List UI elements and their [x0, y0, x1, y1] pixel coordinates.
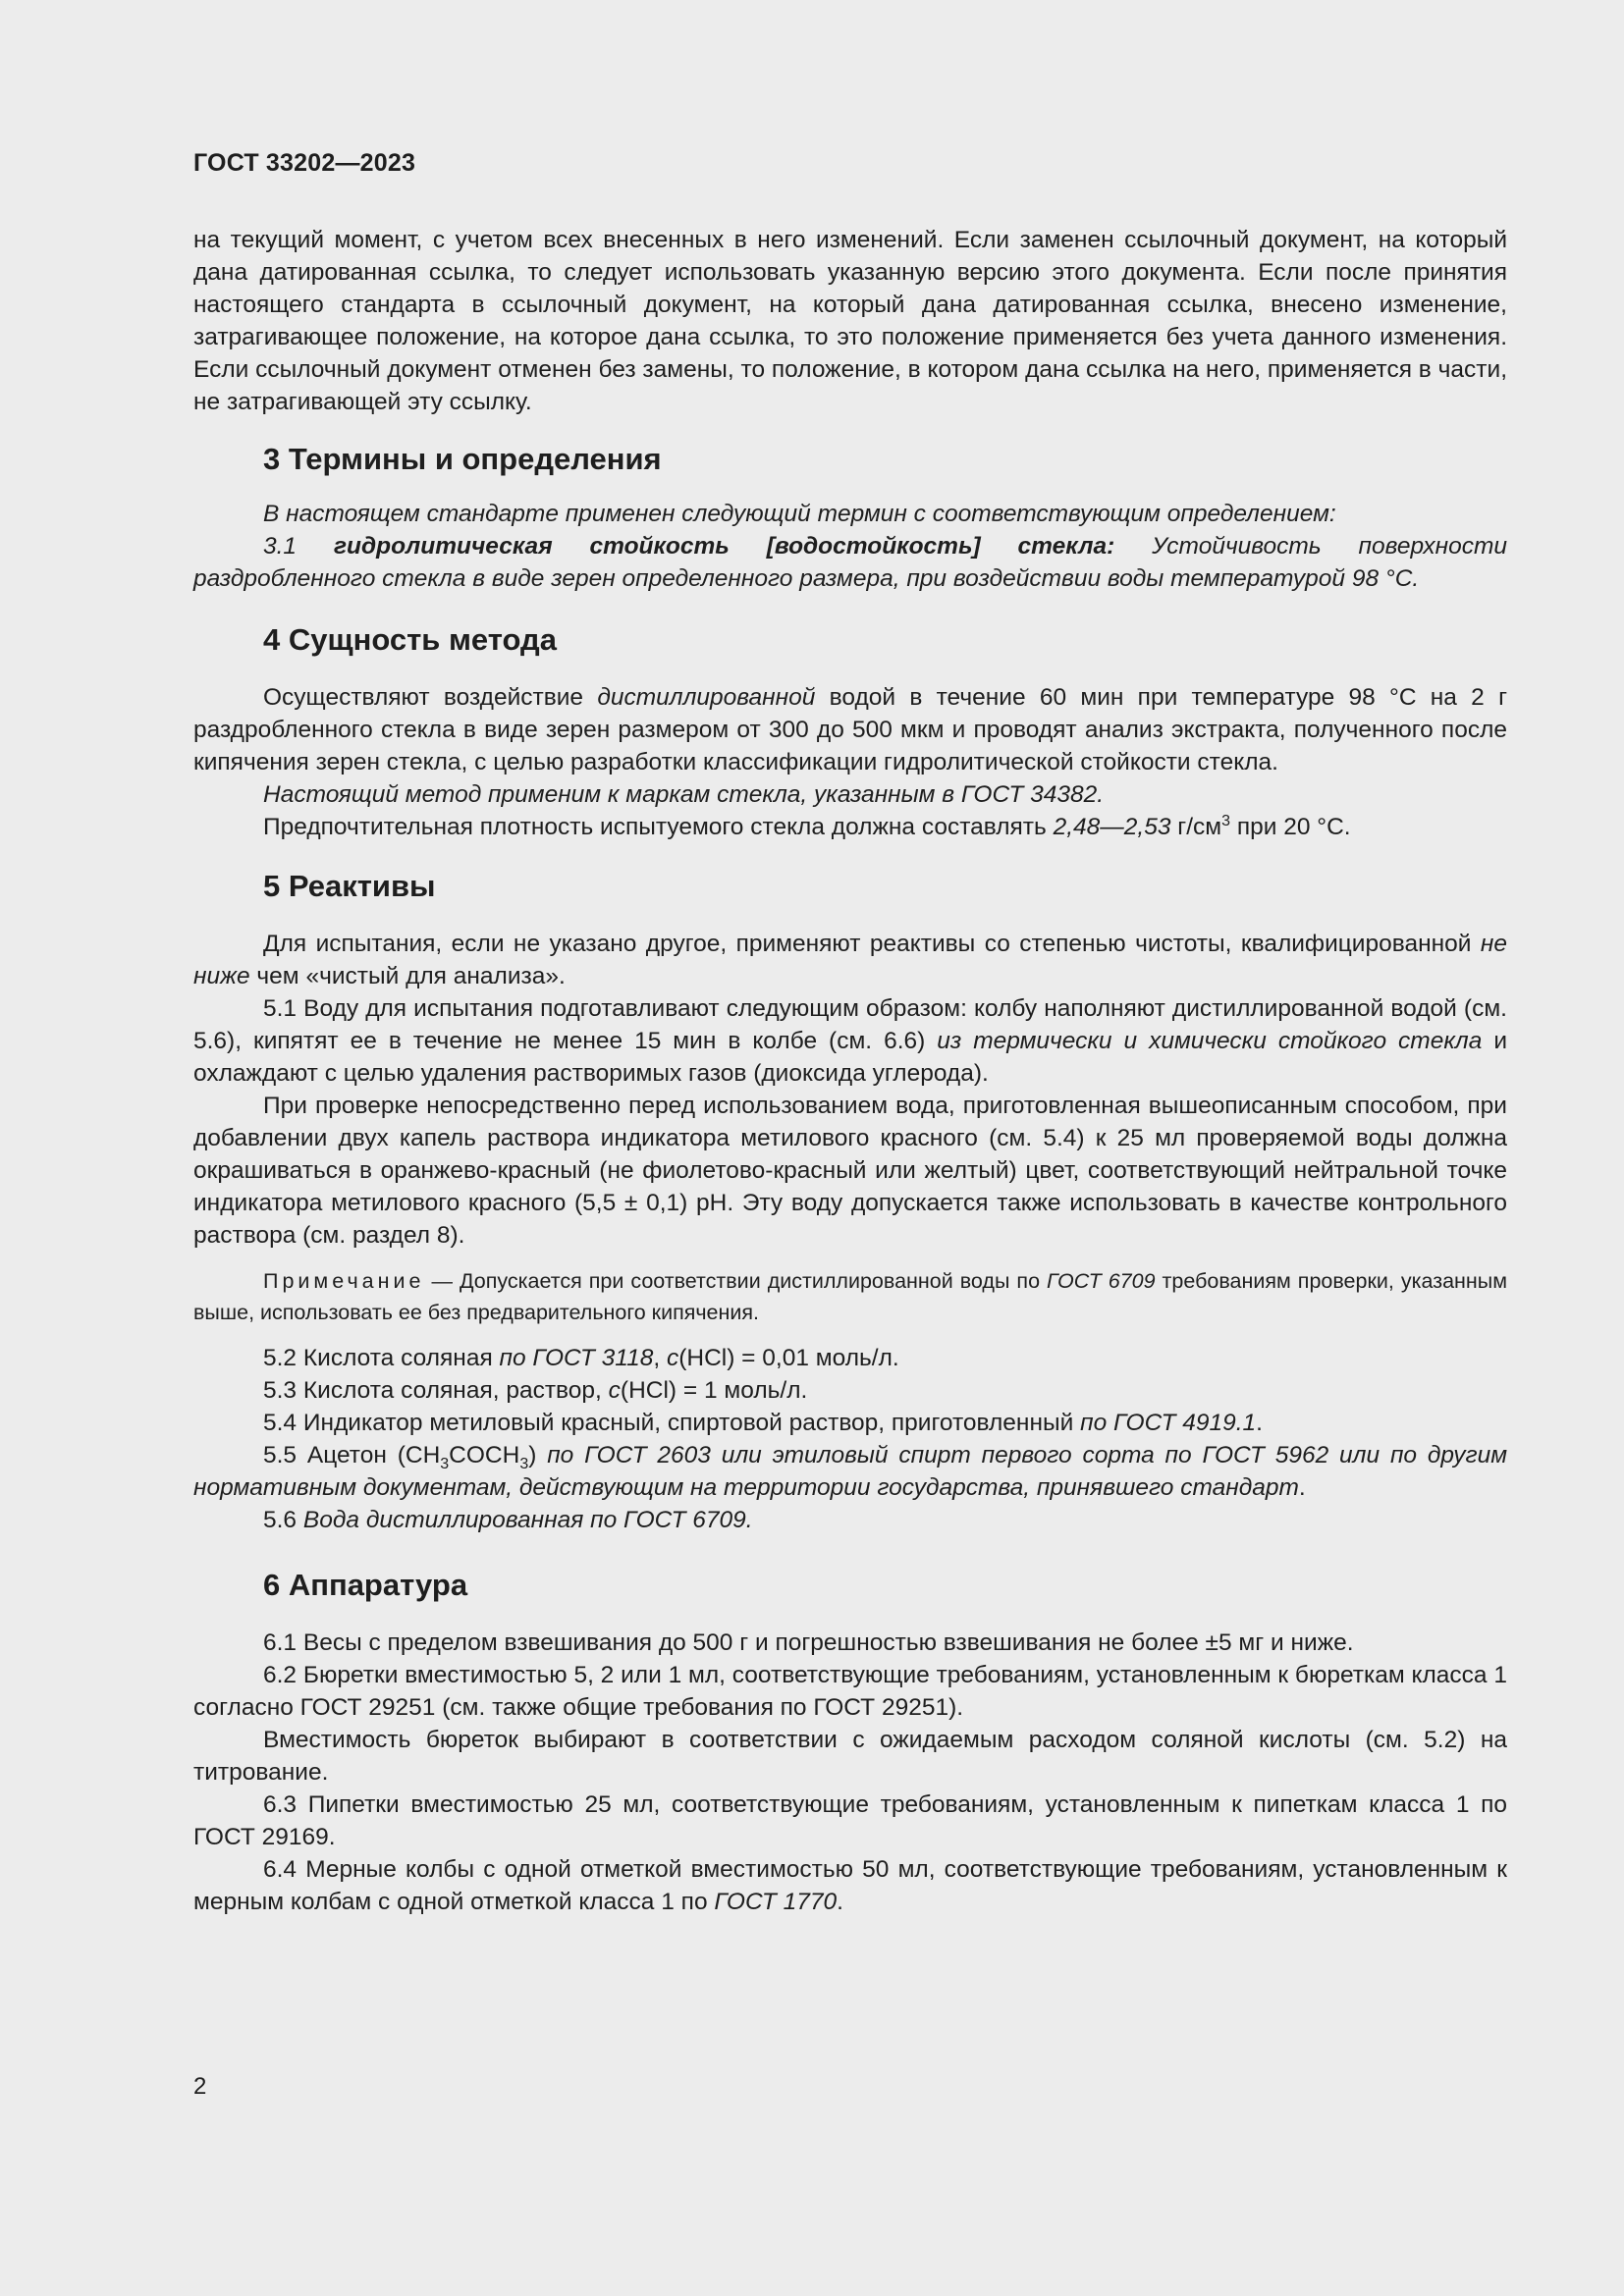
clause-5-3: 5.3 Кислота соляная, раствор, с(HCl) = 1 моль/л.	[263, 1377, 808, 1404]
term-definition: Устойчивость поверхности раздробленного стекла в виде зерен определенного размера, при воздействии воды температурой 98 °С.	[193, 533, 1507, 592]
section-4-title: 4 Сущность метода	[263, 622, 557, 657]
page-number: 2	[193, 2073, 207, 2100]
clause-6-2-capacity: Вместимость бюреток выбирают в соответствии с ожидаемым расходом соляной кислоты (см. 5.2) на титрование.	[193, 1727, 1507, 1786]
section-4-p1: Осуществляют воздействие дистиллированной водой в течение 60 мин при температуре 98 °С на 2 г раздробленного стекла в виде зерен размером от 300 до 500 мкм и проводят анализ экстракта, полученного после кипячения зерен стекла, с целью разработки классификации гидролитической стойкости стекла.	[193, 684, 1508, 775]
clause-6-2: 6.2 Бюретки вместимостью 5, 2 или 1 мл, соответствующие требованиям, установленным к бюреткам класса 1 согласно ГОСТ 29251 (см. также общие требования по ГОСТ 29251).	[193, 1662, 1507, 1721]
clause-6-1: 6.1 Весы с пределом взвешивания до 500 г и погрешностью взвешивания не более ±5 мг и ниже.	[263, 1629, 1354, 1656]
clause-5-2: 5.2 Кислота соляная по ГОСТ 3118, с(HCl) = 0,01 моль/л.	[263, 1345, 899, 1371]
clause-5-5: 5.5 Ацетон $(CH_3COCH_3)$ по ГОСТ 2603 или этиловый спирт первого сорта по ГОСТ 5962 или по другим нормативным документам, действующим на территории государства, принявшего стандарт.	[193, 1442, 1507, 1501]
section-5-intro: Для испытания, если не указано другое, применяют реактивы со степенью чистоты, квалифицированной не ниже чем «чистый для анализа».	[193, 931, 1507, 989]
note-label: Примечание	[263, 1269, 425, 1293]
clause-5-1: 5.1 Воду для испытания подготавливают следующим образом: колбу наполняют дистиллированной водой (см. 5.6), кипятят ее в течение не менее 15 мин в колбе (см. 6.6) из термически и химически стойкого стекла и охлаждают с целью удаления растворимых газов (диоксида углерода).	[193, 995, 1508, 1087]
term-3-1	[193, 530, 1507, 595]
term-number: 3.1	[263, 533, 334, 560]
section-6-title: 6 Аппаратура	[263, 1568, 468, 1602]
clause-5-6: 5.6 Вода дистиллированная по ГОСТ 6709.	[263, 1507, 753, 1533]
section-3-title: 3 Термины и определения	[263, 442, 662, 476]
section-5-title: 5 Реактивы	[263, 869, 436, 903]
note: Примечание — Допускается при соответствии дистиллированной воды по ГОСТ 6709 требованиям проверки, указанным выше, использовать ее без предварительного кипячения.	[193, 1269, 1508, 1324]
standard-code-header: ГОСТ 33202—2023	[193, 149, 416, 177]
clause-6-4: 6.4 Мерные колбы с одной отметкой вместимостью 50 мл, соответствующие требованиям, установленным к мерным колбам с одной отметкой класса 1 по ГОСТ 1770.	[193, 1856, 1507, 1915]
section-4-p2: Настоящий метод применим к маркам стекла, указанным в ГОСТ 34382.	[263, 781, 1105, 808]
clause-6-3: 6.3 Пипетки вместимостью 25 мл, соответствующие требованиям, установленным к пипеткам класса 1 по ГОСТ 29169.	[193, 1791, 1507, 1850]
clause-5-4: 5.4 Индикатор метиловый красный, спиртовой раствор, приготовленный по ГОСТ 4919.1.	[263, 1410, 1263, 1436]
section-4-p3: Предпочтительная плотность испытуемого стекла должна составлять 2,48—2,53 $г/см^3$ при 20 °С.	[263, 812, 1351, 840]
page-content	[193, 224, 1507, 1918]
clause-5-1-check: При проверке непосредственно перед использованием вода, приготовленная вышеописанным способом, при добавлении двух капель раствора индикатора метилового красного (см. 5.4) к 25 мл проверяемой воды должна окрашиваться в оранжево-красный (не фиолетово-красный или желтый) цвет, соответствующий нейтральной точке индикатора метилового красного (5,5 ± 0,1) pH. Эту воду допускается также использовать в качестве контрольного раствора (см. раздел 8).	[193, 1093, 1507, 1249]
intro-paragraph: на текущий момент, с учетом всех внесенных в него изменений. Если заменен ссылочный документ, на который дана датированная ссылка, то следует использовать указанную версию этого документа. Если после принятия настоящего стандарта в ссылочный документ, на который дана датированная ссылка, внесено изменение, затрагивающее положение, на которое дана ссылка, то это положение применяется без учета данного изменения. Если ссылочный документ отменен без замены, то положение, в котором дана ссылка на него, применяется в части, не затрагивающей эту ссылку.	[193, 227, 1507, 415]
term-name: гидролитическая стойкость [водостойкость] стекла:	[333, 533, 1115, 560]
section-3-intro: В настоящем стандарте применен следующий термин с соответствующим определением:	[263, 501, 1336, 527]
